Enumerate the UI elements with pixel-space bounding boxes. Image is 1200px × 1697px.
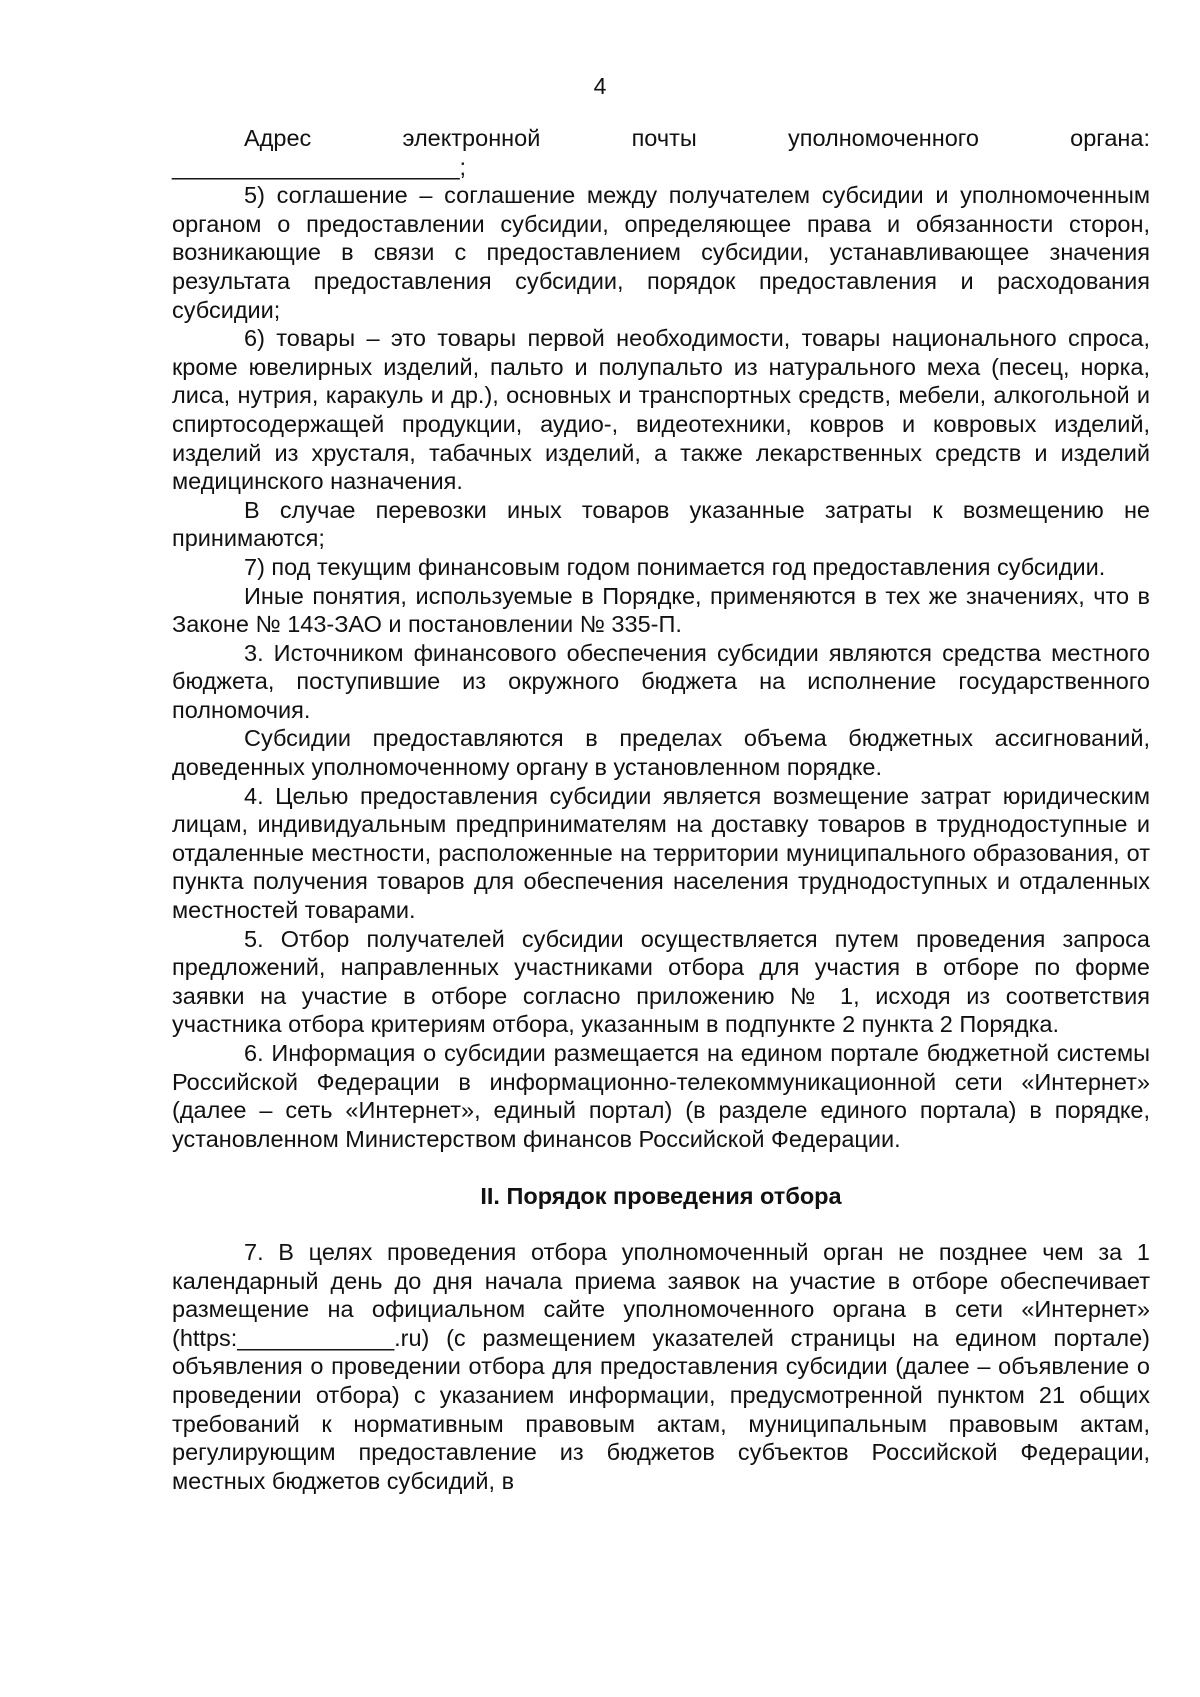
paragraph-4-purpose: 4. Целью предоставления субсидии является возмещение затрат юридическим лицам, индивидуальным предпринимателям на доставку товаров в труднодоступные и отдаленные местности, расположенные на территории муниципального образования, от пункта получения товаров для обеспечения населения труднодоступных и отдаленных местностей товарами. [172,782,1150,924]
page-number: 4 [593,73,607,99]
document-body [172,124,1150,1495]
paragraph-6-information: 6. Информация о субсидии размещается на едином портале бюджетной системы Российской Федерации в информационно-телекоммуникационной сети «Интернет» (далее – сеть «Интернет», единый портал) (в разделе единого портала) в порядке, установленном Министерством финансов Российской Федерации. [172,1040,1150,1152]
email-blank: ______________________; [172,153,467,180]
paragraph-budget-limits: Субсидии предоставляются в пределах объема бюджетных ассигнований, доведенных уполномоченному органу в установленном порядке. [172,725,1150,781]
paragraph-other-goods: В случае перевозки иных товаров указанные затраты к возмещению не принимаются; [172,496,1150,552]
paragraph-6-goods: 6) товары – это товары первой необходимости, товары национального спроса, кроме ювелирных изделий, пальто и полупальто из натурального меха (песец, норка, лиса, нутрия, каракуль и др.), основных и транспортных средств, мебели, алкогольной и спиртосодержащей продукции, аудио-, видеотехники, ковров и ковровых изделий, изделий из хрусталя, табачных изделий, а также лекарственных средств и изделий медицинского назначения. [172,325,1150,495]
paragraph-7-announcement: 7. В целях проведения отбора уполномоченный орган не позднее чем за 1 календарный день до дня начала приема заявок на участие в отборе обеспечивает размещение на официальном сайте уполномоченного органа в сети «Интернет» (https:____________.ru) (с размещением указателей страницы на едином портале) объявления о проведении отбора для предоставления субсидии (далее – объявление о проведении отбора) с указанием информации, предусмотренной пунктом 21 общих требований к нормативным правовым актам, муниципальным правовым актам, регулирующим предоставление из бюджетов субъектов Российской Федерации, местных бюджетов субсидий, в [172,1238,1150,1494]
email-line: Адрес электронной почты уполномоченного органа: [244,125,1150,151]
paragraph-other-terms: Иные понятия, используемые в Порядке, применяются в тех же значениях, что в Законе № 143-ЗАО и постановлении № 335-П. [172,582,1150,638]
paragraph-5-selection: 5. Отбор получателей субсидии осуществляется путем проведения запроса предложений, направленных участниками отбора для участия в отборе по форме заявки на участие в отборе согласно приложению № 1, исходя из соответствия участника отбора критериям отбора, указанным в подпункте 2 пункта 2 Порядка. [172,925,1150,1038]
paragraph-3-funding-source: 3. Источником финансового обеспечения субсидии являются средства местного бюджета, поступившие из окружного бюджета на исполнение государственного полномочия. [172,639,1150,723]
paragraph-5-agreement: 5) соглашение – соглашение между получателем субсидии и уполномоченным органом о предоставлении субсидии, определяющее права и обязанности сторон, возникающие в связи с предоставлением субсидии, устанавливающее значения результата предоставления субсидии, порядок предоставления и расходования субсидии; [172,182,1150,323]
section-heading: II. Порядок проведения отбора [480,1183,842,1210]
paragraph-7-financial-year: 7) под текущим финансовым годом понимается год предоставления субсидии. [244,553,1106,580]
